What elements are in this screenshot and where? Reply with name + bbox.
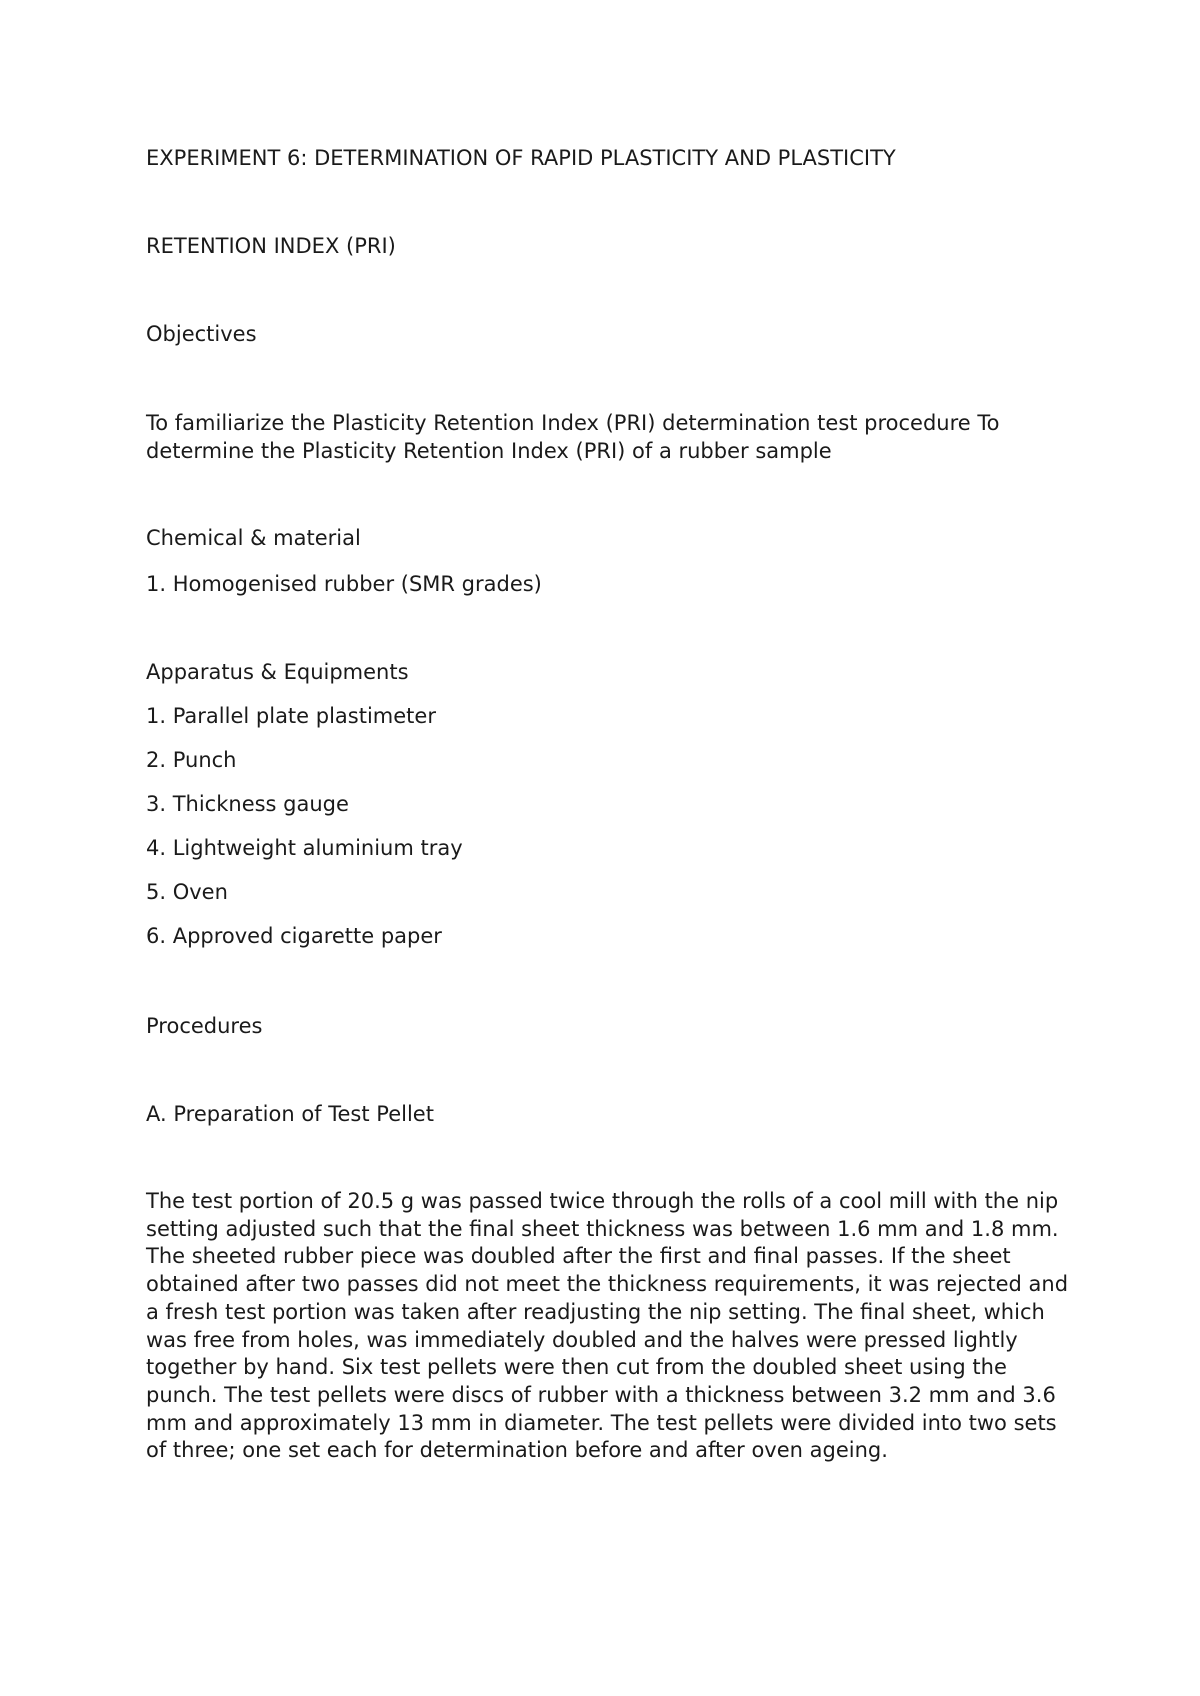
document-title-line-1: EXPERIMENT 6: DETERMINATION OF RAPID PLASTICITY AND PLASTICITY (146, 146, 896, 170)
apparatus-list-item: 2. Punch (146, 748, 237, 772)
objectives-heading: Objectives (146, 322, 257, 346)
apparatus-list-item: 6. Approved cigarette paper (146, 924, 442, 948)
procedures-text: The test portion of 20.5 g was passed twice through the rolls of a cool mill with the nip setting adjusted such that the final sheet thickness was between 1.6 mm and 1.8 mm. The sheeted rubber piece was doubled after the first and final passes. If the sheet obtained after two passes did not meet the thickness requirements, it was rejected and a fresh test portion was taken after readjusting the nip setting. The final sheet, which was free from holes, was immediately doubled and the halves were pressed lightly together by hand. Six test pellets were then cut from the doubled sheet using the punch. The test pellets were discs of rubber with a thickness between 3.2 mm and 3.6 mm and approximately 13 mm in diameter. The test pellets were divided into two sets of three; one set each for determination before and after oven ageing. (146, 1189, 1069, 1463)
apparatus-list-item: 5. Oven (146, 880, 228, 904)
apparatus-list-item: 1. Parallel plate plastimeter (146, 704, 436, 728)
apparatus-list (146, 702, 463, 966)
objectives-text: To familiarize the Plasticity Retention Index (PRI) determination test procedure To determine the Plasticity Retention Index (PRI) of a rubber sample (146, 411, 1000, 463)
chemicals-list-item: 1. Homogenised rubber (SMR grades) (146, 572, 542, 596)
procedures-heading: Procedures (146, 1014, 263, 1038)
chemicals-list (146, 570, 542, 614)
apparatus-list-item: 4. Lightweight aluminium tray (146, 836, 463, 860)
document-title-line-2: RETENTION INDEX (PRI) (146, 234, 396, 258)
chemicals-heading: Chemical & material (146, 526, 361, 550)
apparatus-list-item: 3. Thickness gauge (146, 792, 349, 816)
procedures-subheading: A. Preparation of Test Pellet (146, 1102, 434, 1126)
apparatus-heading: Apparatus & Equipments (146, 660, 409, 684)
